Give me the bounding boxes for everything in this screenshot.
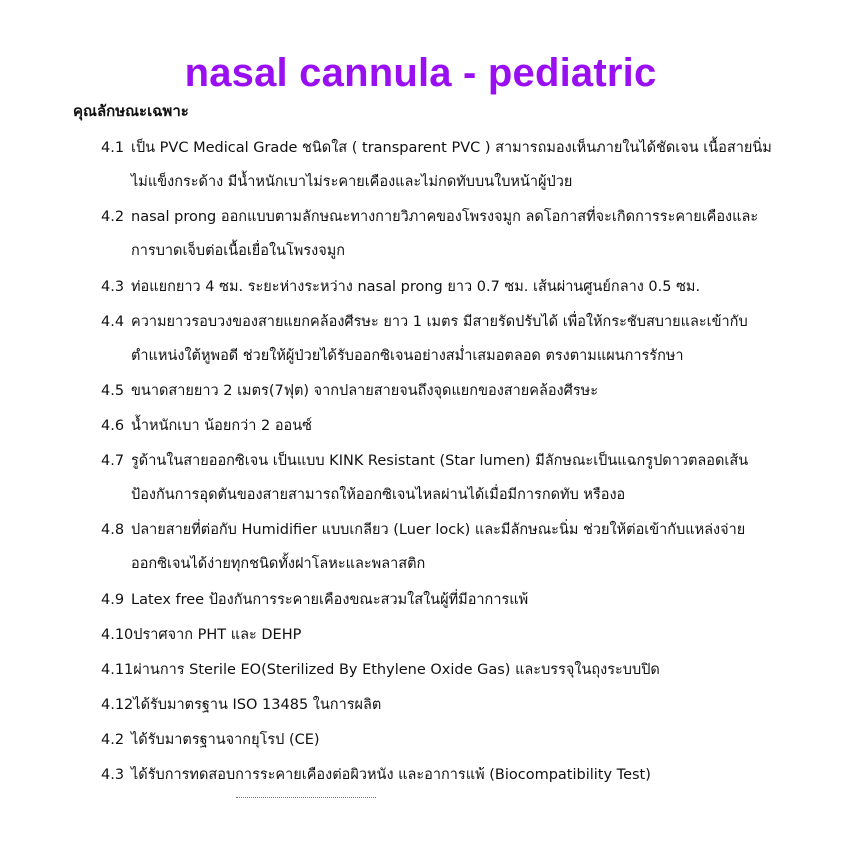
spec-number: 4.8 — [101, 522, 125, 538]
spec-text-line-1: ท่อแยกยาว 4 ซม. ระยะห่างระหว่าง nasal prong ยาว 0.7 ซม. เส้นผ่านศูนย์กลาง 0.5 ซม. — [131, 279, 701, 295]
spec-number: 4.3 — [101, 767, 125, 783]
section-heading: คุณลักษณะเฉพาะ — [73, 102, 189, 120]
spec-number: 4.1 — [101, 140, 125, 156]
spec-number: 4.3 — [101, 279, 125, 295]
spec-text-line-2: ไม่แข็งกระด้าง มีน้ำหนักเบาไม่ระคายเคืองและไม่กดทับบนใบหน้าผู้ป่วย — [131, 174, 573, 190]
cropped-text-remnant — [236, 797, 376, 801]
spec-number: 4.5 — [101, 383, 125, 399]
spec-number: 4.4 — [101, 314, 125, 330]
spec-number: 4.2 — [101, 209, 125, 225]
spec-text-line-2: การบาดเจ็บต่อเนื้อเยื่อในโพรงจมูก — [131, 243, 346, 259]
spec-text-line-1: ปลายสายที่ต่อกับ Humidifier แบบเกลียว (Luer lock) และมีลักษณะนิ่ม ช่วยให้ต่อเข้ากับแหล่งจ่าย — [131, 522, 746, 538]
spec-text-line-2: ตำแหน่งใต้หูพอดี ช่วยให้ผู้ป่วยได้รับออกซิเจนอย่างสม่ำเสมอตลอด ตรงตามแผนการรักษา — [131, 348, 684, 364]
spec-text-line-1: 4.10ปราศจาก PHT และ DEHP — [101, 627, 302, 643]
document-title: nasal cannula - pediatric — [184, 51, 657, 95]
spec-text-line-1: ได้รับการทดสอบการระคายเคืองต่อผิวหนัง และอาการแพ้ (Biocompatibility Test) — [131, 767, 651, 783]
spec-number: 4.2 — [101, 732, 125, 748]
spec-text-line-1: Latex free ป้องกันการระคายเคืองขณะสวมใสในผู้ที่มีอาการแพ้ — [131, 592, 529, 608]
spec-text-line-1: ความยาวรอบวงของสายแยกคล้องศีรษะ ยาว 1 เมตร มีสายรัดปรับได้ เพื่อให้กระชับสบายและเข้ากับ — [131, 314, 748, 330]
spec-text-line-1: 4.11ผ่านการ Sterile EO(Sterilized By Ethylene Oxide Gas) และบรรจุในถุงระบบปิด — [101, 662, 660, 678]
spec-number: 4.6 — [101, 418, 125, 434]
spec-number: 4.9 — [101, 592, 125, 608]
spec-text-line-2: ออกซิเจนได้ง่ายทุกชนิดทั้งฝาโลหะและพลาสติก — [131, 556, 426, 572]
spec-number: 4.7 — [101, 453, 125, 469]
spec-text-line-1: น้ำหนักเบา น้อยกว่า 2 ออนซ์ — [131, 418, 313, 434]
spec-text-line-1: รูด้านในสายออกซิเจน เป็นแบบ KINK Resistant (Star lumen) มีลักษณะเป็นแฉกรูปดาวตลอดเส้น — [131, 453, 749, 469]
spec-text-line-1: ขนาดสายยาว 2 เมตร(7ฟุต) จากปลายสายจนถึงจุดแยกของสายคล้องศีรษะ — [131, 383, 598, 399]
spec-text-line-1: 4.12ได้รับมาตรฐาน ISO 13485 ในการผลิต — [101, 697, 382, 713]
spec-text-line-1: nasal prong ออกแบบตามลักษณะทางกายวิภาคของโพรงจมูก ลดโอกาสที่จะเกิดการระคายเคืองและ — [131, 209, 759, 225]
spec-text-line-1: ได้รับมาตรฐานจากยุโรป (CE) — [131, 732, 320, 748]
spec-text-line-1: เป็น PVC Medical Grade ชนิดใส ( transparent PVC ) สามารถมองเห็นภายในได้ชัดเจน เนื้อสายนิ่ม — [131, 140, 772, 156]
spec-text-line-2: ป้องกันการอุดตันของสายสามารถให้ออกซิเจนไหลผ่านได้เมื่อมีการกดทับ หรืองอ — [131, 487, 626, 503]
